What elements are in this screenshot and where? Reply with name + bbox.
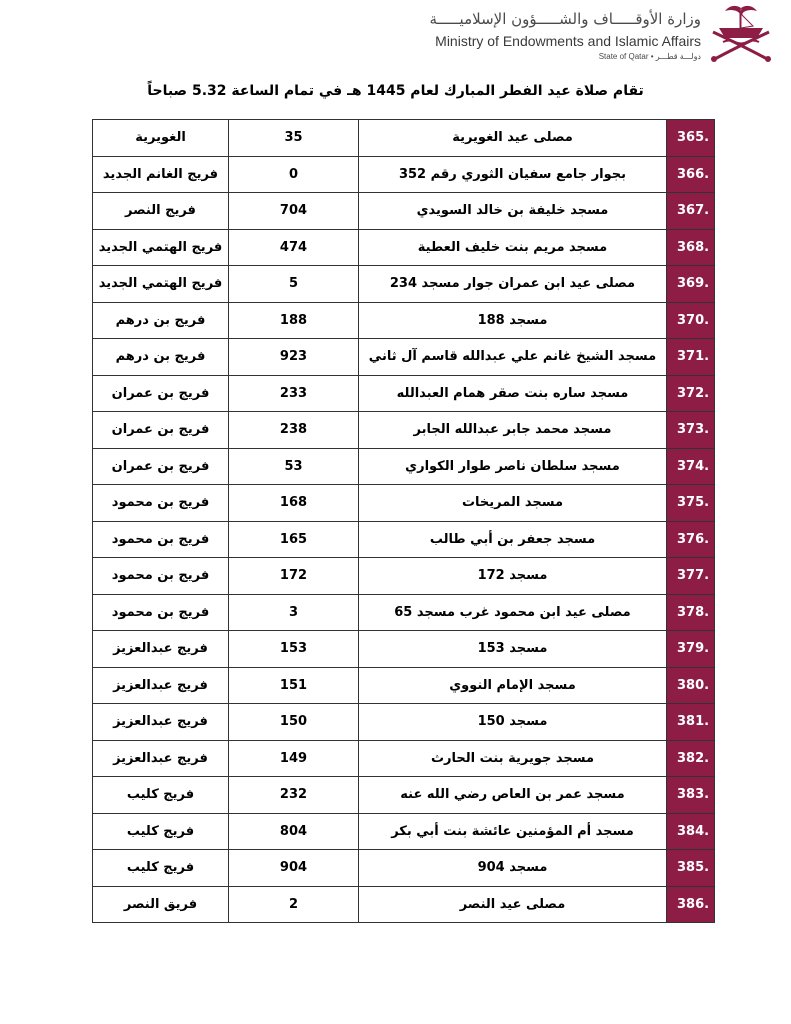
table-row — [93, 740, 715, 777]
area-name-cell: فريج عبدالعزيز — [93, 740, 229, 777]
row-number-cell — [667, 120, 715, 157]
ministry-name-arabic: وزارة الأوقـــــاف والشـــــؤون الإسلاميـــــة — [429, 10, 701, 28]
row-number: 373. — [677, 422, 710, 438]
mosque-name-cell: مسجد 172 — [359, 558, 667, 595]
row-number: 384. — [677, 823, 710, 839]
mosque-number-cell: 168 — [229, 485, 359, 522]
mosque-number-cell: 172 — [229, 558, 359, 595]
area-name-cell: الغويرية — [93, 120, 229, 157]
row-number: 366. — [677, 166, 710, 182]
mosque-name-cell: مسجد الشيخ غانم علي عبدالله قاسم آل ثاني — [359, 339, 667, 376]
mosque-name-cell: مسجد 153 — [359, 631, 667, 668]
table-row — [93, 412, 715, 449]
area-name-cell: فريق النصر — [93, 886, 229, 923]
mosque-number-cell: 238 — [229, 412, 359, 449]
table-row — [93, 704, 715, 741]
mosque-name-cell: مسجد المريخات — [359, 485, 667, 522]
mosque-number-cell: 5 — [229, 266, 359, 303]
mosque-name-cell: مسجد عمر بن العاص رضي الله عنه — [359, 777, 667, 814]
mosque-number-cell: 165 — [229, 521, 359, 558]
mosque-name-cell: مسجد 904 — [359, 850, 667, 887]
mosque-number-cell: 149 — [229, 740, 359, 777]
mosque-number-cell: 704 — [229, 193, 359, 230]
mosque-number-cell: 474 — [229, 229, 359, 266]
mosque-name-cell: مسجد ساره بنت صقر همام العبدالله — [359, 375, 667, 412]
area-name-cell: فريج بن محمود — [93, 594, 229, 631]
table-row — [93, 886, 715, 923]
mosque-number-cell: 53 — [229, 448, 359, 485]
mosque-name-cell: مسجد جويرية بنت الحارث — [359, 740, 667, 777]
mosque-number-cell: 923 — [229, 339, 359, 376]
row-number: 374. — [677, 458, 710, 474]
area-name-cell: فريج الهتمي الجديد — [93, 266, 229, 303]
table-row — [93, 631, 715, 668]
row-number-cell — [667, 704, 715, 741]
table-row — [93, 813, 715, 850]
mosque-number-cell: 0 — [229, 156, 359, 193]
mosque-number-cell: 150 — [229, 704, 359, 741]
table-row — [93, 120, 715, 157]
area-name-cell: فريج بن محمود — [93, 485, 229, 522]
area-name-cell: فريج عبدالعزيز — [93, 667, 229, 704]
table-row — [93, 558, 715, 595]
table-row — [93, 448, 715, 485]
row-number-cell — [667, 156, 715, 193]
mosque-number-cell: 151 — [229, 667, 359, 704]
table-row — [93, 229, 715, 266]
row-number-cell — [667, 485, 715, 522]
row-number-cell — [667, 631, 715, 668]
mosque-name-cell: مسجد سلطان ناصر طوار الكواري — [359, 448, 667, 485]
row-number: 377. — [677, 568, 710, 584]
table-row — [93, 667, 715, 704]
table-row — [93, 485, 715, 522]
row-number-cell — [667, 886, 715, 923]
mosques-table — [92, 119, 715, 923]
mosque-number-cell: 2 — [229, 886, 359, 923]
row-number-cell — [667, 229, 715, 266]
area-name-cell: فريج الهتمي الجديد — [93, 229, 229, 266]
mosque-name-cell: مسجد أم المؤمنين عائشة بنت أبي بكر — [359, 813, 667, 850]
table-row — [93, 339, 715, 376]
row-number-cell — [667, 813, 715, 850]
mosque-name-cell: مصلى عيد ابن محمود غرب مسجد 65 — [359, 594, 667, 631]
row-number: 370. — [677, 312, 710, 328]
table-row — [93, 850, 715, 887]
mosque-name-cell: مصلى عيد الغويرية — [359, 120, 667, 157]
mosque-number-cell: 3 — [229, 594, 359, 631]
area-name-cell: فريج بن درهم — [93, 339, 229, 376]
row-number: 375. — [677, 495, 710, 511]
table-row — [93, 266, 715, 303]
area-name-cell: فريج عبدالعزيز — [93, 704, 229, 741]
table-row — [93, 521, 715, 558]
page-header — [0, 0, 791, 70]
area-name-cell: فريج بن محمود — [93, 521, 229, 558]
area-name-cell: فريج النصر — [93, 193, 229, 230]
row-number-cell — [667, 667, 715, 704]
area-name-cell: فريج بن عمران — [93, 375, 229, 412]
mosque-name-cell: بجوار جامع سفيان الثوري رقم 352 — [359, 156, 667, 193]
row-number: 367. — [677, 203, 710, 219]
row-number: 380. — [677, 677, 710, 693]
row-number: 386. — [677, 896, 710, 912]
ministry-name-english: Ministry of Endowments and Islamic Affairs — [435, 33, 701, 49]
row-number-cell — [667, 594, 715, 631]
area-name-cell: فريج كليب — [93, 813, 229, 850]
row-number-cell — [667, 193, 715, 230]
area-name-cell: فريج بن محمود — [93, 558, 229, 595]
mosque-name-cell: مسجد محمد جابر عبدالله الجابر — [359, 412, 667, 449]
row-number: 376. — [677, 531, 710, 547]
table-row — [93, 156, 715, 193]
area-name-cell: فريج الغانم الجديد — [93, 156, 229, 193]
state-of-qatar-label: State of Qatar • دولـــة قطـــر — [598, 52, 701, 61]
mosque-name-cell: مسجد خليفة بن خالد السويدي — [359, 193, 667, 230]
qatar-emblem-icon — [705, 2, 777, 64]
row-number-cell — [667, 412, 715, 449]
row-number: 381. — [677, 714, 710, 730]
row-number-cell — [667, 339, 715, 376]
row-number: 372. — [677, 385, 710, 401]
mosque-number-cell: 153 — [229, 631, 359, 668]
row-number: 383. — [677, 787, 710, 803]
area-name-cell: فريج بن عمران — [93, 412, 229, 449]
row-number: 378. — [677, 604, 710, 620]
table-row — [93, 594, 715, 631]
row-number: 385. — [677, 860, 710, 876]
row-number-cell — [667, 266, 715, 303]
area-name-cell: فريج بن درهم — [93, 302, 229, 339]
row-number-cell — [667, 521, 715, 558]
row-number-cell — [667, 375, 715, 412]
mosque-name-cell: مسجد 150 — [359, 704, 667, 741]
row-number-cell — [667, 777, 715, 814]
mosque-number-cell: 233 — [229, 375, 359, 412]
table-row — [93, 302, 715, 339]
mosque-number-cell: 804 — [229, 813, 359, 850]
row-number: 379. — [677, 641, 710, 657]
mosque-number-cell: 232 — [229, 777, 359, 814]
row-number: 365. — [677, 130, 710, 146]
row-number-cell — [667, 850, 715, 887]
area-name-cell: فريج كليب — [93, 850, 229, 887]
table-row — [93, 375, 715, 412]
row-number-cell — [667, 740, 715, 777]
row-number-cell — [667, 448, 715, 485]
row-number-cell — [667, 558, 715, 595]
row-number: 368. — [677, 239, 710, 255]
mosque-number-cell: 35 — [229, 120, 359, 157]
area-name-cell: فريج كليب — [93, 777, 229, 814]
mosque-number-cell: 904 — [229, 850, 359, 887]
mosque-name-cell: مسجد مريم بنت خليف العطية — [359, 229, 667, 266]
table-row — [93, 193, 715, 230]
mosque-name-cell: مسجد 188 — [359, 302, 667, 339]
mosque-name-cell: مصلى عيد ابن عمران جوار مسجد 234 — [359, 266, 667, 303]
row-number-cell — [667, 302, 715, 339]
mosque-name-cell: مصلى عيد النصر — [359, 886, 667, 923]
mosque-number-cell: 188 — [229, 302, 359, 339]
area-name-cell: فريج عبدالعزيز — [93, 631, 229, 668]
mosque-name-cell: مسجد الإمام النووي — [359, 667, 667, 704]
mosque-name-cell: مسجد جعفر بن أبي طالب — [359, 521, 667, 558]
area-name-cell: فريج بن عمران — [93, 448, 229, 485]
row-number: 382. — [677, 750, 710, 766]
row-number: 371. — [677, 349, 710, 365]
page-title: تقام صلاة عيد الفطر المبارك لعام 1445 هـ في تمام الساعة 5.32 صباحاً — [147, 83, 644, 99]
table-row — [93, 777, 715, 814]
row-number: 369. — [677, 276, 710, 292]
